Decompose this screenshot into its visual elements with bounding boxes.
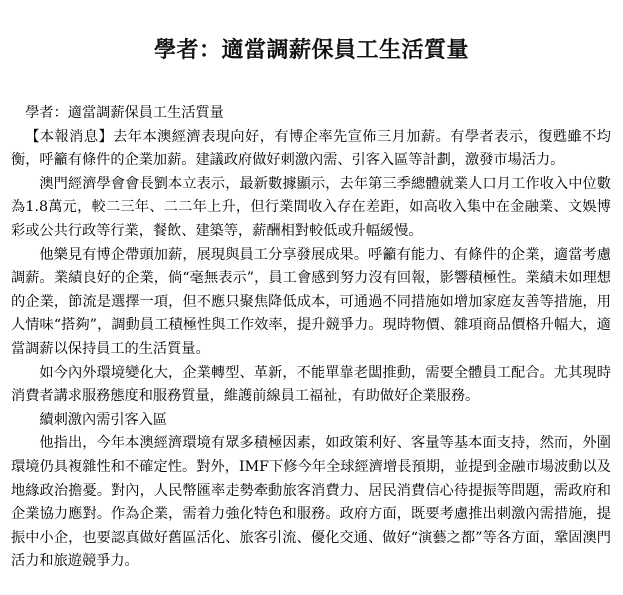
article-title: 學者：適當調薪保員工生活質量 <box>153 38 469 63</box>
article-body <box>11 102 611 574</box>
article-paragraph: 【本報消息】去年本澳經濟表現向好，有博企率先宣佈三月加薪。有學者表示，復甦雖不均衡，呼籲有條件的企業加薪。建議政府做好刺激內需、引客入區等計劃，激發市場活力。 <box>11 128 611 169</box>
article-paragraph: 澳門經濟學會會長劉本立表示，最新數據顯示，去年第三季總體就業人口月工作收入中位數為1.8萬元，較二三年、二二年上升，但行業間收入存在差距，如高收入集中在金融業、文娛博彩或公共行政等行業，餐飲、建築等，薪酬相對較低或升幅緩慢。 <box>11 175 611 239</box>
article-paragraph: 如今內外環境變化大，企業轉型、革新，不能單靠老闆推動，需要全體員工配合。尤其現時消費者講求服務態度和服務質量，維護前線員工福祉，有助做好企業服務。 <box>11 364 611 405</box>
article-subheading: 續刺激內需引客入區 <box>39 411 168 428</box>
article-paragraph: 他指出，今年本澳經濟環境有眾多積極因素，如政策利好、客量等基本面支持，然而，外圍環境仍具複雜性和不確定性。對外，IMF下修今年全球經濟增長預期，並提到金融市場波動以及地緣政治擔憂。對內，人民幣匯率走勢牽動旅客消費力、居民消費信心待提振等問題，需政府和企業協力應對。作為企業，需着力強化特色和服務。政府方面，既要考慮推出刺激內需措施，提振中小企，也要認真做好舊區活化、旅客引流、優化交通、做好“演藝之都”等各方面，鞏固澳門活力和旅遊競爭力。 <box>11 435 611 570</box>
article-headline-repeat: 學者：適當調薪保員工生活質量 <box>25 105 224 121</box>
article-paragraph: 他樂見有博企帶頭加薪，展現與員工分享發展成果。呼籲有能力、有條件的企業，適當考慮調薪。業績良好的企業，倘“毫無表示”，員工會感到努力沒有回報，影響積極性。業績未如理想的企業，節流是選擇一項，但不應只聚焦降低成本，可通過不同措施如增加家庭友善等措施，用人情味“搭夠”，調動員工積極性與工作效率，提升競爭力。現時物價、雜項商品價格升幅大，適當調薪以保持員工的生活質量。 <box>11 246 611 357</box>
